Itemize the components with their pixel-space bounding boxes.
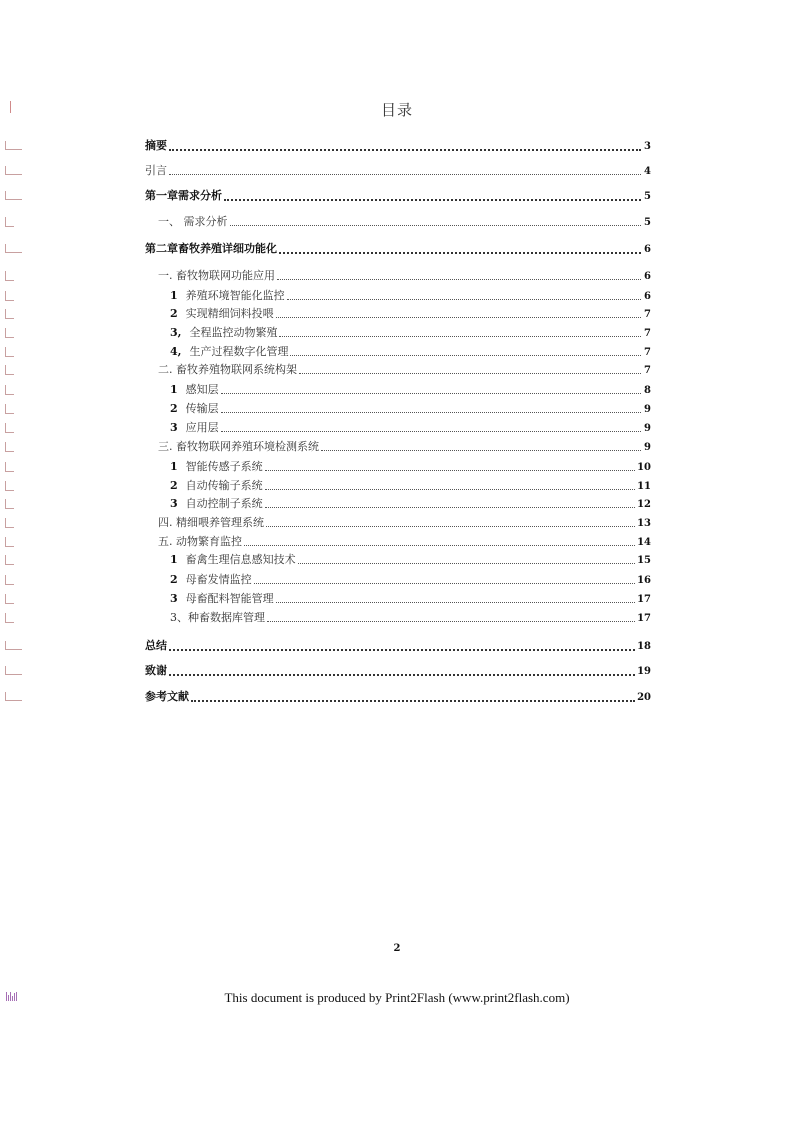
toc-entry[interactable] xyxy=(145,164,651,179)
dot-leader xyxy=(321,450,641,451)
margin-mark-icon xyxy=(5,217,14,227)
toc-entry-page: 4 xyxy=(644,166,651,177)
toc-entry[interactable] xyxy=(170,460,651,475)
page-number: 2 xyxy=(393,943,401,954)
toc-entry-page: 20 xyxy=(637,692,651,703)
dot-leader xyxy=(221,412,641,413)
margin-mark-icon xyxy=(5,692,22,701)
dot-leader xyxy=(290,355,641,356)
toc-entry-page: 7 xyxy=(644,309,651,320)
margin-mark-icon xyxy=(5,613,14,623)
toc-entry[interactable] xyxy=(145,639,651,654)
margin-mark-icon xyxy=(5,309,14,319)
dot-leader xyxy=(224,199,641,201)
toc-entry-page: 5 xyxy=(644,191,651,202)
dot-leader xyxy=(265,470,635,471)
toc-entry-number: 3 xyxy=(170,421,178,434)
toc-entry-label: 二. 畜牧养殖物联网系统构架 xyxy=(158,363,297,376)
toc-entry-page: 3 xyxy=(644,141,651,152)
toc-entry[interactable] xyxy=(158,269,651,284)
dot-leader xyxy=(169,149,641,151)
toc-entry-page: 11 xyxy=(637,481,651,492)
toc-entry-number: 1 xyxy=(170,553,178,566)
toc-entry[interactable] xyxy=(170,383,651,398)
dot-leader xyxy=(169,649,635,651)
toc-entry[interactable] xyxy=(170,326,651,341)
dot-leader xyxy=(191,700,635,702)
toc-entry[interactable] xyxy=(170,421,651,436)
dot-leader xyxy=(265,489,635,490)
toc-entry[interactable] xyxy=(145,664,651,679)
toc-entry[interactable] xyxy=(145,690,651,705)
dot-leader xyxy=(299,373,641,374)
toc-entry-label: 一、 需求分析 xyxy=(158,215,228,228)
dot-leader xyxy=(276,317,641,318)
toc-entry-label: 3、种畜数据库管理 xyxy=(170,611,265,624)
toc-entry[interactable] xyxy=(158,440,651,455)
toc-entry[interactable] xyxy=(145,139,651,154)
dot-leader xyxy=(279,336,641,337)
margin-mark-icon xyxy=(5,575,14,585)
margin-mark-icon xyxy=(5,347,14,357)
dot-leader xyxy=(298,563,635,564)
toc-entry-page: 7 xyxy=(644,347,651,358)
toc-entry[interactable] xyxy=(170,592,651,607)
margin-mark-icon xyxy=(5,365,14,375)
toc-entry-page: 15 xyxy=(637,555,651,566)
dot-leader xyxy=(254,583,635,584)
margin-mark-icon xyxy=(5,594,14,604)
toc-entry[interactable] xyxy=(170,307,651,322)
margin-mark-icon xyxy=(5,518,14,528)
toc-entry-page: 7 xyxy=(644,365,651,376)
toc-entry-label: 生产过程数字化管理 xyxy=(189,345,289,358)
toc-entry-label: 致谢 xyxy=(145,664,167,677)
toc-entry-label: 母畜发情监控 xyxy=(185,573,252,586)
toc-entry-label: 实现精细饲料投喂 xyxy=(185,307,274,320)
dot-leader xyxy=(169,674,635,676)
toc-entry-number: 2 xyxy=(170,479,178,492)
dot-leader xyxy=(279,252,641,254)
toc-entry-label: 养殖环境智能化监控 xyxy=(185,289,285,302)
toc-entry-label: 应用层 xyxy=(185,421,219,434)
margin-mark-icon xyxy=(5,191,22,200)
toc-entry-page: 5 xyxy=(644,217,651,228)
toc-entry-page: 6 xyxy=(644,291,651,302)
toc-entry-label: 总结 xyxy=(145,639,167,652)
toc-entry-label: 传输层 xyxy=(185,402,219,415)
margin-mark-icon xyxy=(5,141,22,150)
toc-entry-page: 7 xyxy=(644,328,651,339)
toc-entry-page: 6 xyxy=(644,244,651,255)
toc-entry[interactable] xyxy=(158,363,651,378)
toc-entry-page: 13 xyxy=(637,518,651,529)
dot-leader xyxy=(287,299,641,300)
toc-entry-number: 4, xyxy=(170,345,182,358)
dot-leader xyxy=(265,507,635,508)
margin-mark-icon xyxy=(5,537,14,547)
dot-leader xyxy=(221,393,641,394)
dot-leader xyxy=(277,279,641,280)
toc-entry-number: 2 xyxy=(170,402,178,415)
toc-entry-page: 9 xyxy=(644,442,651,453)
toc-entry[interactable] xyxy=(170,402,651,417)
toc-entry-page: 19 xyxy=(637,666,651,677)
toc-entry-page: 9 xyxy=(644,404,651,415)
dot-leader xyxy=(267,621,635,622)
toc-entry[interactable] xyxy=(170,345,651,360)
toc-entry[interactable] xyxy=(170,497,651,512)
toc-entry-label: 四. 精细喂养管理系统 xyxy=(158,516,264,529)
toc-entry-page: 16 xyxy=(637,575,651,586)
toc-entry-number: 3 xyxy=(170,497,178,510)
toc-entry-page: 12 xyxy=(637,499,651,510)
toc-entry-label: 感知层 xyxy=(185,383,219,396)
dot-leader xyxy=(266,526,635,527)
dot-leader xyxy=(244,545,635,546)
toc-entry[interactable] xyxy=(170,553,651,568)
toc-entry-page: 10 xyxy=(637,462,651,473)
toc-entry-label: 参考文献 xyxy=(145,690,189,703)
margin-mark-icon xyxy=(5,462,14,472)
toc-entry-label: 第一章需求分析 xyxy=(145,189,222,202)
margin-mark-icon xyxy=(5,481,14,491)
toc-entry-label: 摘要 xyxy=(145,139,167,152)
toc-entry-label: 智能传感子系统 xyxy=(185,460,263,473)
margin-mark-icon xyxy=(5,328,14,338)
toc-entry-label: 全程监控动物繁殖 xyxy=(189,326,278,339)
toc-entry-page: 18 xyxy=(637,641,651,652)
margin-mark-icon xyxy=(5,666,22,675)
toc-entry-page: 9 xyxy=(644,423,651,434)
margin-mark-icon xyxy=(5,641,22,650)
margin-mark-icon xyxy=(5,166,22,175)
toc-entry-label: 三. 畜牧物联网养殖环境检测系统 xyxy=(158,440,319,453)
toc-entry-label: 自动控制子系统 xyxy=(185,497,263,510)
margin-mark-icon xyxy=(10,101,11,113)
toc-entry-number: 2 xyxy=(170,307,178,320)
toc-entry-page: 17 xyxy=(637,594,651,605)
toc-entry[interactable] xyxy=(170,611,651,626)
toc-entry-label: 五. 动物繁育监控 xyxy=(158,535,242,548)
margin-mark-icon xyxy=(5,499,14,509)
toc-entry[interactable] xyxy=(158,516,651,531)
dot-leader xyxy=(230,225,642,226)
dot-leader xyxy=(276,602,635,603)
toc-entry[interactable] xyxy=(158,535,651,550)
toc-entry-page: 14 xyxy=(637,537,651,548)
toc-entry-number: 2 xyxy=(170,573,178,586)
toc-entry-number: 1 xyxy=(170,289,178,302)
toc-entry[interactable] xyxy=(170,289,651,304)
toc-entry-number: 1 xyxy=(170,460,178,473)
toc-entry-page: 17 xyxy=(637,613,651,624)
margin-mark-icon xyxy=(5,385,14,395)
toc-entry[interactable] xyxy=(170,573,651,588)
toc-entry-label: 引言 xyxy=(145,164,167,177)
toc-entry[interactable] xyxy=(170,479,651,494)
margin-mark-icon xyxy=(5,271,14,281)
dot-leader xyxy=(169,174,641,175)
toc-entry-page: 8 xyxy=(644,385,651,396)
margin-mark-icon xyxy=(5,442,14,452)
toc-entry-number: 3 xyxy=(170,592,178,605)
margin-mark-icon xyxy=(5,404,14,414)
footer-text: This document is produced by Print2Flash (www.print2flash.com) xyxy=(224,990,570,1005)
margin-mark-icon xyxy=(5,555,14,565)
toc-entry-label: 第二章畜牧养殖详细功能化 xyxy=(145,242,277,255)
toc-title: 目录 xyxy=(380,101,413,119)
toc-entry-label: 一. 畜牧物联网功能应用 xyxy=(158,269,275,282)
toc-entry[interactable] xyxy=(145,242,651,257)
toc-entry[interactable] xyxy=(158,215,651,230)
toc-entry-label: 自动传输子系统 xyxy=(185,479,263,492)
toc-entry-label: 畜禽生理信息感知技术 xyxy=(185,553,296,566)
toc-entry-number: 1 xyxy=(170,383,178,396)
margin-mark-icon xyxy=(5,291,14,301)
margin-mark-icon xyxy=(5,244,22,253)
dot-leader xyxy=(221,431,641,432)
toc-entry-page: 6 xyxy=(644,271,651,282)
margin-mark-icon xyxy=(5,423,14,433)
toc-entry[interactable] xyxy=(145,189,651,204)
toc-entry-number: 3, xyxy=(170,326,182,339)
toc-entry-label: 母畜配料智能管理 xyxy=(185,592,274,605)
